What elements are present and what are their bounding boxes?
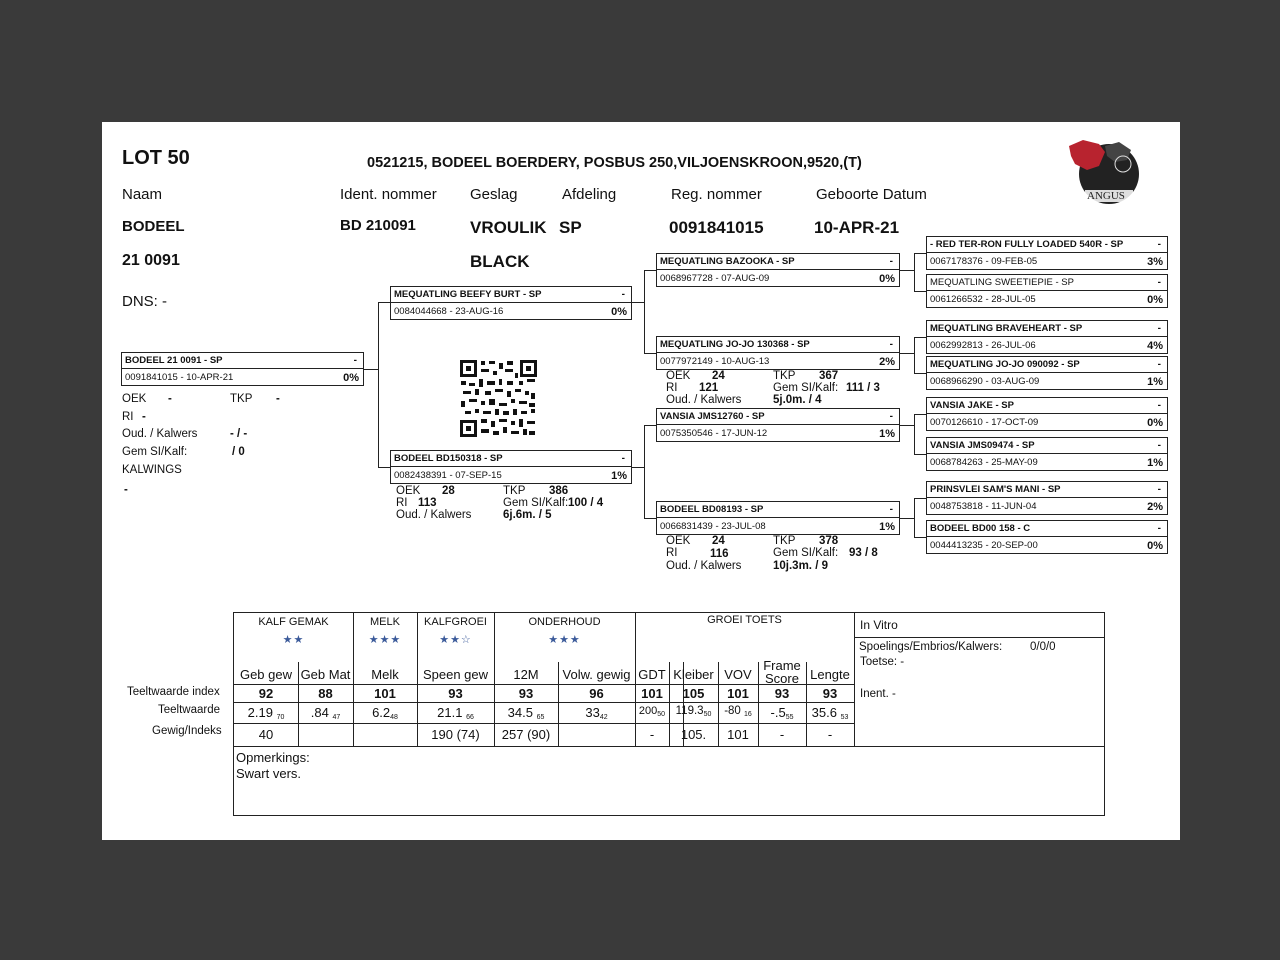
- pedigree-box-ggp7: [926, 481, 1168, 515]
- pedigree-box-ggp1: [926, 236, 1168, 270]
- tw-12m: 34.5 $_{65}$: [507, 705, 545, 721]
- col-frame-score: Frame Score: [763, 658, 801, 686]
- connector-line: [644, 518, 656, 519]
- pedigree-reg: 0044413235 - 20-SEP-00: [930, 540, 1038, 551]
- pedigree-pct: 0%: [1147, 540, 1163, 552]
- pedigree-dash: -: [889, 411, 893, 422]
- pedigree-pct: 1%: [879, 521, 895, 533]
- pedigree-name: - RED TER-RON FULLY LOADED 540R - SP: [930, 239, 1124, 250]
- pedigree-pct: 0%: [1147, 294, 1163, 306]
- gp2-ri: 121: [699, 382, 719, 394]
- pedigree-name: VANSIA JAKE - SP: [930, 400, 1014, 411]
- pedigree-pct: 2%: [1147, 501, 1163, 513]
- dam-tkp-label: TKP: [503, 485, 526, 497]
- tw-volw-gewig: $33_{42}$: [585, 705, 608, 721]
- connector-line: [632, 467, 644, 468]
- pedigree-dash: -: [1157, 400, 1161, 411]
- pedigree-dash: -: [1157, 523, 1161, 534]
- gew-frame-score: -: [779, 727, 785, 742]
- connector-line: [644, 425, 656, 426]
- pedigree-reg: 0066831439 - 23-JUL-08: [660, 521, 766, 532]
- gp2-oud: 5j.0m. / 4: [773, 394, 822, 406]
- label-geslag: Geslag: [470, 186, 518, 203]
- animal-geboorte: 10-APR-21: [814, 218, 900, 237]
- dam-oek: 28: [442, 485, 455, 497]
- pedigree-pct: 2%: [879, 356, 895, 368]
- dam-oud-label: Oud. / Kalwers: [396, 509, 472, 521]
- connector-line: [914, 337, 915, 373]
- group-groei-toets: GROEI TOETS: [707, 614, 782, 626]
- subject-ri-label: RI: [122, 411, 134, 423]
- animal-reg: 0091841015: [669, 218, 764, 237]
- tw-gdt: $200_{50}$: [638, 705, 666, 718]
- dam-gem: 100 / 4: [568, 497, 604, 509]
- index-melk: 101: [374, 686, 396, 701]
- pedigree-reg: 0062992813 - 26-JUL-06: [930, 340, 1036, 351]
- col-kleiber: Kleiber: [673, 667, 714, 682]
- pedigree-dash: -: [889, 339, 893, 350]
- subject-tkp: -: [276, 393, 280, 405]
- dam-ri-label: RI: [396, 497, 408, 509]
- row-label-index: Teeltwaarde index: [127, 686, 220, 698]
- pedigree-dash: -: [1157, 277, 1161, 288]
- index-kleiber: 105: [682, 686, 705, 701]
- col-lengte: Lengte: [810, 667, 850, 682]
- pedigree-name: MEQUATLING JO-JO 090092 - SP: [930, 359, 1080, 370]
- toetse-value: Toetse: -: [860, 656, 905, 668]
- subject-gem-label: Gem SI/Kalf:: [122, 446, 188, 458]
- group-melk: MELK: [370, 616, 400, 628]
- connector-line: [914, 253, 926, 254]
- pedigree-box-gp4: [656, 501, 900, 535]
- pedigree-dash: -: [621, 289, 625, 300]
- star-rating-icon: ★★: [282, 634, 305, 646]
- index-12m: 93: [518, 686, 534, 701]
- lot-sheet: [102, 122, 1180, 840]
- gp4-oud-label: Oud. / Kalwers: [666, 560, 742, 572]
- pedigree-pct: 0%: [879, 273, 895, 285]
- gp4-oek-label: OEK: [666, 535, 691, 547]
- pedigree-pct: 1%: [611, 470, 627, 482]
- pedigree-dash: -: [621, 453, 625, 464]
- label-geboorte: Geboorte Datum: [816, 186, 927, 203]
- col-geb-mat: Geb Mat: [300, 667, 351, 682]
- group-kalfgroei: KALFGROEI: [424, 616, 487, 628]
- pedigree-pct: 1%: [879, 428, 895, 440]
- row-label-teeltwaarde: Teeltwaarde: [158, 704, 221, 716]
- pedigree-name: VANSIA JMS12760 - SP: [660, 411, 765, 422]
- dam-gem-label: Gem SI/Kalf:: [503, 497, 569, 509]
- pedigree-dash: -: [1157, 323, 1161, 334]
- pedigree-reg: 0077972149 - 10-AUG-13: [660, 356, 770, 367]
- spoelings-value: 0/0/0: [1030, 641, 1056, 653]
- connector-line: [644, 270, 656, 271]
- pedigree-name: BODEEL 21 0091 - SP: [125, 355, 223, 366]
- animal-ident: BD 210091: [340, 217, 416, 234]
- pedigree-dash: -: [1157, 484, 1161, 495]
- inent-value: Inent. -: [860, 688, 896, 700]
- gp4-tkp-label: TKP: [773, 535, 796, 547]
- gp4-tkp: 378: [819, 535, 839, 547]
- col-speen-gew: Speen gew: [422, 667, 489, 682]
- connector-line: [378, 302, 390, 303]
- animal-naam: BODEEL: [122, 218, 185, 235]
- gew-lengte: -: [827, 727, 833, 742]
- index-frame-score: 93: [774, 686, 790, 701]
- col-geb-gew: Geb gew: [239, 667, 293, 682]
- gp2-oek-label: OEK: [666, 370, 691, 382]
- label-naam: Naam: [122, 186, 163, 203]
- pedigree-pct: 1%: [1147, 376, 1163, 388]
- pedigree-reg: 0068966290 - 03-AUG-09: [930, 376, 1040, 387]
- spoelings-label: Spoelings/Embrios/Kalwers:: [859, 641, 1003, 653]
- col-vov: VOV: [724, 667, 752, 682]
- pedigree-box-ggp5: [926, 397, 1168, 431]
- gp2-tkp: 367: [819, 370, 839, 382]
- gp2-oud-label: Oud. / Kalwers: [666, 394, 742, 406]
- subject-kalwings: -: [124, 484, 128, 496]
- gp2-tkp-label: TKP: [773, 370, 796, 382]
- tw-geb-gew: 2.19 $_{70}$: [247, 705, 285, 721]
- pedigree-box-ggp4: [926, 356, 1168, 390]
- pedigree-reg: 0082438391 - 07-SEP-15: [394, 470, 502, 481]
- gp4-oud: 10j.3m. / 9: [773, 560, 828, 572]
- pedigree-pct: 0%: [611, 306, 627, 318]
- pedigree-name: MEQUATLING BEEFY BURT - SP: [394, 289, 542, 300]
- index-gdt: 101: [641, 686, 663, 701]
- lot-number: LOT 50: [122, 147, 190, 169]
- animal-naam2: 21 0091: [122, 252, 180, 269]
- pedigree-dash: -: [353, 355, 357, 366]
- tw-geb-mat: .84 $_{47}$: [310, 705, 341, 721]
- subject-oud-label: Oud. / Kalwers: [122, 428, 198, 440]
- pedigree-reg: 0075350546 - 17-JUN-12: [660, 428, 768, 439]
- pedigree-dash: -: [1157, 239, 1161, 250]
- subject-gem: / 0: [232, 446, 245, 458]
- connector-line: [632, 302, 644, 303]
- gp4-gem-label: Gem SI/Kalf:: [773, 547, 839, 559]
- pedigree-box-sire: [390, 286, 632, 320]
- breeder-line: 0521215, BODEEL BOERDERY, POSBUS 250,VILJOENSKROON,9520,(T): [367, 155, 862, 171]
- star-rating-icon: ★★★: [548, 634, 581, 646]
- gp4-ri-label: RI: [666, 547, 678, 559]
- pedigree-pct: 4%: [1147, 340, 1163, 352]
- connector-line: [914, 498, 915, 537]
- star-rating-icon: ★★★: [368, 634, 402, 646]
- subject-oek-label: OEK: [122, 393, 147, 405]
- connector-line: [900, 270, 914, 271]
- gp2-oek: 24: [712, 370, 725, 382]
- connector-line: [914, 291, 926, 292]
- animal-afdeling: SP: [559, 218, 582, 237]
- angus-logo: [1065, 136, 1141, 208]
- pedigree-pct: 0%: [1147, 417, 1163, 429]
- gp2-gem-label: Gem SI/Kalf:: [773, 382, 839, 394]
- subject-oek: -: [168, 393, 172, 405]
- index-geb-gew: 92: [258, 686, 274, 701]
- tw-kleiber: $119.3_{50}$: [675, 705, 712, 718]
- gew-12m: 257 (90): [501, 727, 551, 742]
- gp2-ri-label: RI: [666, 382, 678, 394]
- gew-kleiber: 105.: [680, 727, 707, 742]
- col-12m: 12M: [513, 667, 539, 682]
- tw-speen-gew: 21.1 $_{66}$: [437, 705, 474, 721]
- pedigree-reg: 0070126610 - 17-OCT-09: [930, 417, 1039, 428]
- pedigree-box-subject: [121, 352, 364, 386]
- pedigree-reg: 0091841015 - 10-APR-21: [125, 372, 234, 383]
- animal-dns: DNS: -: [122, 293, 167, 310]
- col-volw-gewig: Volw. gewig: [562, 667, 631, 682]
- connector-line: [644, 270, 645, 353]
- tw-lengte: 35.6 $_{53}$: [811, 705, 849, 721]
- gp2-gem: 111 / 3: [846, 382, 880, 394]
- label-reg: Reg. nommer: [671, 186, 762, 203]
- pedigree-name: BODEEL BD00 158 - C: [930, 523, 1031, 534]
- logo-text: ANGUS: [1087, 190, 1125, 202]
- pedigree-box-ggp2: [926, 274, 1168, 308]
- pedigree-box-ggp3: [926, 320, 1168, 354]
- subject-kalwings-label: KALWINGS: [122, 464, 182, 476]
- pedigree-pct: 1%: [1147, 457, 1163, 469]
- connector-line: [900, 518, 914, 519]
- pedigree-pct: 3%: [1147, 256, 1163, 268]
- label-ident: Ident. nommer: [340, 186, 437, 203]
- animal-kleur: BLACK: [470, 252, 530, 271]
- subject-oud: - / -: [230, 428, 248, 440]
- pedigree-name: PRINSVLEI SAM'S MANI - SP: [930, 484, 1061, 495]
- pedigree-name: MEQUATLING BAZOOKA - SP: [660, 256, 795, 267]
- pedigree-name: BODEEL BD150318 - SP: [394, 453, 503, 464]
- pedigree-dash: -: [1157, 359, 1161, 370]
- pedigree-name: MEQUATLING BRAVEHEART - SP: [930, 323, 1083, 334]
- row-label-gewig: Gewig/Indeks: [152, 725, 222, 737]
- invitro-label: In Vitro: [860, 618, 898, 632]
- pedigree-name: BODEEL BD08193 - SP: [660, 504, 764, 515]
- gp4-oek: 24: [712, 535, 725, 547]
- subject-ri: -: [142, 411, 146, 423]
- tw-vov: -80 $_{16}$: [724, 705, 752, 718]
- pedigree-dash: -: [1157, 440, 1161, 451]
- col-gdt: GDT: [638, 667, 666, 682]
- remarks-label: Opmerkings:: [236, 750, 310, 765]
- pedigree-reg: 0048753818 - 11-JUN-04: [930, 501, 1037, 512]
- pedigree-box-gp3: [656, 408, 900, 442]
- pedigree-name: MEQUATLING JO-JO 130368 - SP: [660, 339, 810, 350]
- pedigree-box-dam: [390, 450, 632, 484]
- connector-line: [378, 302, 379, 468]
- pedigree-box-ggp6: [926, 437, 1168, 471]
- connector-line: [900, 425, 914, 426]
- pedigree-box-ggp8: [926, 520, 1168, 554]
- pedigree-reg: 0067178376 - 09-FEB-05: [930, 256, 1038, 267]
- label-afdeling: Afdeling: [562, 186, 617, 203]
- connector-line: [644, 425, 645, 518]
- connector-line: [914, 253, 915, 291]
- pedigree-name: VANSIA JMS09474 - SP: [930, 440, 1035, 451]
- qr-code: [459, 359, 538, 438]
- animal-geslag: VROULIK: [470, 218, 547, 237]
- connector-line: [914, 454, 926, 455]
- dam-oek-label: OEK: [396, 485, 421, 497]
- connector-line: [914, 373, 926, 374]
- index-geb-mat: 88: [318, 686, 333, 701]
- tw-frame-score: $-.5_{55}$: [770, 705, 794, 721]
- pedigree-name: MEQUATLING SWEETIEPIE - SP: [930, 277, 1074, 288]
- pedigree-reg: 0068967728 - 07-AUG-09: [660, 273, 770, 284]
- pedigree-dash: -: [889, 256, 893, 267]
- connector-line: [914, 414, 926, 415]
- gp4-ri: 116: [710, 548, 729, 560]
- performance-table: [233, 612, 1105, 816]
- pedigree-reg: 0084044668 - 23-AUG-16: [394, 306, 504, 317]
- connector-line: [914, 498, 926, 499]
- col-melk: Melk: [371, 667, 399, 682]
- dam-tkp: 386: [549, 485, 569, 497]
- pedigree-pct: 0%: [343, 372, 359, 384]
- group-onderhoud: ONDERHOUD: [528, 616, 601, 628]
- connector-line: [914, 337, 926, 338]
- gp4-gem: 93 / 8: [849, 547, 878, 559]
- pedigree-reg: 0061266532 - 28-JUL-05: [930, 294, 1036, 305]
- gew-gdt: -: [649, 727, 655, 742]
- qr-code-icon: [459, 359, 538, 438]
- pedigree-reg: 0068784263 - 25-MAY-09: [930, 457, 1038, 468]
- index-speen-gew: 93: [448, 686, 463, 701]
- connector-line: [644, 353, 656, 354]
- gew-geb-gew: 40: [258, 727, 274, 742]
- index-vov: 101: [727, 686, 749, 701]
- remarks-text: Swart vers.: [236, 766, 302, 781]
- connector-line: [914, 537, 926, 538]
- pedigree-box-gp1: [656, 253, 900, 287]
- pedigree-box-gp2: [656, 336, 900, 370]
- connector-line: [364, 369, 378, 370]
- connector-line: [914, 414, 915, 454]
- tw-melk: $6.2_{48}$: [372, 705, 398, 721]
- connector-line: [378, 467, 390, 468]
- connector-line: [900, 353, 914, 354]
- star-rating-icon: ★★☆: [439, 634, 472, 646]
- gew-speen-gew: 190 (74): [431, 727, 480, 742]
- pedigree-dash: -: [889, 504, 893, 515]
- dam-oud: 6j.6m. / 5: [503, 509, 552, 521]
- gew-vov: 101: [727, 727, 749, 742]
- index-lengte: 93: [822, 686, 838, 701]
- dam-ri: 113: [418, 497, 437, 509]
- group-kalf-gemak: KALF GEMAK: [258, 616, 329, 628]
- index-volw-gewig: 96: [589, 686, 604, 701]
- subject-tkp-label: TKP: [230, 393, 253, 405]
